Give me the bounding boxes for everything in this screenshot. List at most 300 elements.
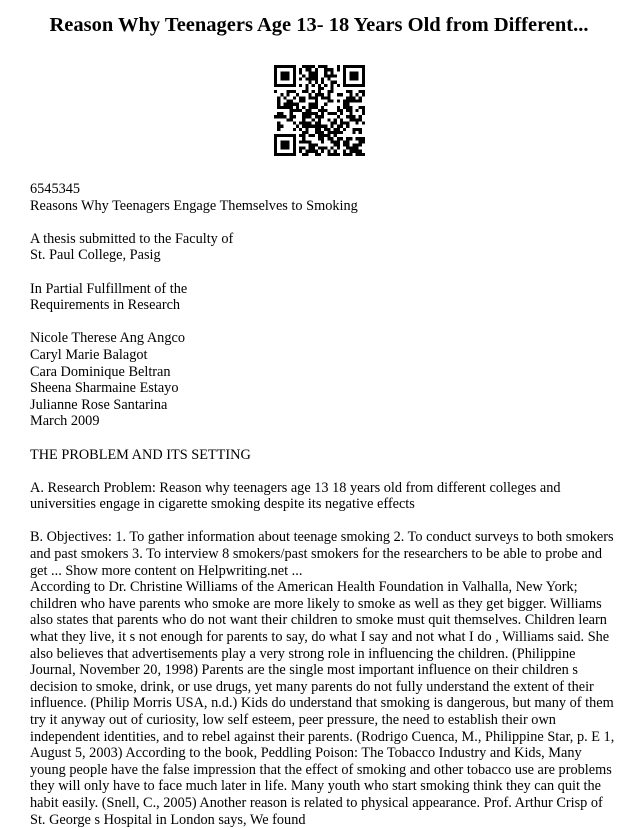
qr-module (283, 65, 286, 68)
qr-module (280, 84, 283, 87)
qr-module (280, 140, 283, 143)
qr-module (343, 74, 346, 77)
qr-module (287, 100, 290, 103)
qr-module (283, 74, 286, 77)
qr-module (334, 121, 337, 124)
qr-module (287, 106, 290, 109)
qr-module (334, 143, 337, 146)
objectives-line: get ... Show more content on Helpwriting.net ... (30, 562, 303, 579)
qr-module (324, 84, 327, 87)
qr-module (305, 65, 308, 68)
body-line: August 5, 2003) According to the book, Peddling Poison: The Tobacco Industry and Kids, Many (30, 745, 582, 762)
qr-module (299, 96, 302, 99)
qr-module (280, 93, 283, 96)
qr-module (293, 137, 296, 140)
qr-module (334, 128, 337, 131)
qr-module (346, 84, 349, 87)
qr-module (349, 109, 352, 112)
qr-module (362, 71, 365, 74)
qr-module (305, 78, 308, 81)
qr-module (337, 125, 340, 128)
qr-module (309, 71, 312, 74)
qr-module (356, 143, 359, 146)
qr-module (290, 90, 293, 93)
qr-module (318, 131, 321, 134)
qr-module (287, 78, 290, 81)
qr-module (352, 150, 355, 153)
author-name: Caryl Marie Balagot (30, 346, 148, 363)
document-id: 6545345 (30, 181, 81, 197)
qr-module (274, 90, 277, 93)
qr-module (290, 100, 293, 103)
qr-module (324, 128, 327, 131)
qr-module (293, 103, 296, 106)
qr-module (346, 137, 349, 140)
qr-module (340, 131, 343, 134)
qr-module (283, 96, 286, 99)
qr-module (346, 109, 349, 112)
body-line: St. George s Hospital in London says, We found (30, 811, 306, 828)
qr-module (312, 90, 315, 93)
qr-module (343, 71, 346, 74)
qr-module (318, 153, 321, 156)
qr-module (312, 150, 315, 153)
body-line: they will only have to face much later in life. Many youth who start smoking think they can quit the (30, 778, 601, 795)
qr-module (359, 118, 362, 121)
qr-module (318, 65, 321, 68)
qr-module (274, 115, 277, 118)
qr-module (312, 118, 315, 121)
qr-module (346, 121, 349, 124)
qr-module (293, 71, 296, 74)
qr-module (280, 106, 283, 109)
qr-module (346, 115, 349, 118)
qr-module (324, 68, 327, 71)
qr-module (346, 147, 349, 150)
qr-module (334, 118, 337, 121)
qr-module (349, 100, 352, 103)
qr-module (359, 65, 362, 68)
fulfillment-line: Requirements in Research (30, 297, 181, 314)
qr-module (359, 143, 362, 146)
qr-module (302, 153, 305, 156)
qr-module (362, 137, 365, 140)
qr-module (318, 84, 321, 87)
qr-module (327, 150, 330, 153)
qr-module (349, 147, 352, 150)
qr-module (305, 109, 308, 112)
qr-module (356, 71, 359, 74)
qr-module (312, 84, 315, 87)
qr-module (359, 96, 362, 99)
qr-module (340, 109, 343, 112)
qr-module (327, 78, 330, 81)
qr-module (346, 100, 349, 103)
qr-module (321, 87, 324, 90)
qr-module (302, 90, 305, 93)
qr-module (349, 96, 352, 99)
qr-module (327, 93, 330, 96)
body-line: try it anyway out of curiosity, low self esteem, peer pressure, the need to establish their own (30, 712, 556, 728)
qr-module (280, 134, 283, 137)
qr-module (349, 118, 352, 121)
qr-module (327, 153, 330, 156)
qr-module (299, 147, 302, 150)
qr-module (293, 134, 296, 137)
body-line: children who have parents who smoke are more likely to smoke as well as they get bigger. Williams (30, 595, 602, 612)
qr-module (293, 150, 296, 153)
qr-module (356, 147, 359, 150)
qr-module (277, 125, 280, 128)
qr-module (330, 137, 333, 140)
qr-module (362, 121, 365, 124)
qr-module (356, 150, 359, 153)
qr-module (287, 140, 290, 143)
objectives-line: and past smokers 3. To interview 8 smokers/past smokers for the researchers to be able to probe and (30, 546, 603, 563)
qr-module (356, 93, 359, 96)
qr-module (290, 118, 293, 121)
qr-module (299, 121, 302, 124)
qr-module (337, 128, 340, 131)
qr-module (290, 103, 293, 106)
qr-module (330, 125, 333, 128)
qr-module (305, 115, 308, 118)
qr-module (283, 140, 286, 143)
qr-module (346, 143, 349, 146)
qr-module (362, 90, 365, 93)
qr-module (280, 112, 283, 115)
author-name: Nicole Therese Ang Angco (30, 330, 185, 347)
qr-module (337, 93, 340, 96)
qr-module (324, 134, 327, 137)
qr-module (309, 109, 312, 112)
qr-module (274, 74, 277, 77)
qr-module (299, 68, 302, 71)
qr-module (293, 81, 296, 84)
qr-module (309, 140, 312, 143)
qr-module (318, 115, 321, 118)
qr-module (312, 74, 315, 77)
qr-module (277, 65, 280, 68)
qr-module (283, 143, 286, 146)
qr-module (283, 78, 286, 81)
qr-module (330, 147, 333, 150)
qr-module (305, 128, 308, 131)
qr-module (309, 112, 312, 115)
qr-module (280, 147, 283, 150)
qr-module (315, 143, 318, 146)
qr-module (309, 96, 312, 99)
research-problem-line: universities engage in cigarette smoking despite its negative effects (30, 496, 415, 513)
qr-module (362, 68, 365, 71)
qr-module (277, 115, 280, 118)
qr-module (290, 153, 293, 156)
qr-module (334, 134, 337, 137)
qr-module (287, 93, 290, 96)
qr-module (327, 68, 330, 71)
qr-module (277, 134, 280, 137)
qr-module (352, 96, 355, 99)
qr-module (324, 147, 327, 150)
qr-module (312, 71, 315, 74)
qr-module (296, 106, 299, 109)
qr-module (324, 71, 327, 74)
qr-module (330, 68, 333, 71)
qr-module (337, 68, 340, 71)
qr-module (293, 78, 296, 81)
qr-module (274, 68, 277, 71)
qr-module (274, 147, 277, 150)
body-line: decision to smoke, drink, or use drugs, yet many parents do not fully understand the extent of their (30, 678, 594, 695)
qr-module (305, 84, 308, 87)
qr-module (309, 74, 312, 77)
qr-module (299, 71, 302, 74)
qr-module (337, 153, 340, 156)
qr-module (274, 150, 277, 153)
submission-line: A thesis submitted to the Faculty of (30, 230, 234, 247)
qr-module (283, 147, 286, 150)
document-subtitle: Reasons Why Teenagers Engage Themselves to Smoking (30, 197, 358, 214)
qr-module (315, 125, 318, 128)
qr-module (321, 131, 324, 134)
qr-module (356, 118, 359, 121)
qr-module (283, 106, 286, 109)
qr-module (302, 100, 305, 103)
qr-module (299, 140, 302, 143)
qr-module (312, 147, 315, 150)
qr-module (321, 96, 324, 99)
qr-module (277, 153, 280, 156)
qr-module (330, 90, 333, 93)
qr-module (362, 65, 365, 68)
qr-module (309, 147, 312, 150)
qr-module (330, 112, 333, 115)
qr-module (296, 93, 299, 96)
qr-module (293, 143, 296, 146)
qr-module (290, 106, 293, 109)
qr-module (321, 109, 324, 112)
qr-module (334, 153, 337, 156)
qr-module (343, 84, 346, 87)
qr-module (274, 153, 277, 156)
qr-module (343, 121, 346, 124)
qr-module (305, 112, 308, 115)
qr-module (315, 150, 318, 153)
qr-module (312, 103, 315, 106)
qr-module (352, 65, 355, 68)
qr-module (352, 147, 355, 150)
body-line: Journal, November 20, 1998) Parents are the single most important influence on their children s (30, 662, 578, 679)
qr-module (309, 81, 312, 84)
qr-module (349, 137, 352, 140)
qr-module (359, 153, 362, 156)
qr-module (343, 68, 346, 71)
qr-module (302, 121, 305, 124)
qr-module (290, 84, 293, 87)
qr-module (287, 74, 290, 77)
qr-module (315, 78, 318, 81)
qr-module (309, 106, 312, 109)
qr-module (302, 134, 305, 137)
qr-module (277, 96, 280, 99)
qr-module (299, 84, 302, 87)
qr-module (327, 137, 330, 140)
qr-module (356, 84, 359, 87)
objectives-line: B. Objectives: 1. To gather information about teenage smoking 2. To conduct surveys to both smokers (30, 529, 614, 546)
qr-module (327, 128, 330, 131)
qr-module (324, 74, 327, 77)
qr-module (327, 74, 330, 77)
qr-module (324, 96, 327, 99)
qr-module (352, 78, 355, 81)
qr-module (315, 100, 318, 103)
qr-module (327, 131, 330, 134)
qr-module (293, 65, 296, 68)
qr-module (349, 71, 352, 74)
qr-module (305, 121, 308, 124)
qr-module (337, 100, 340, 103)
qr-module (334, 140, 337, 143)
qr-module (362, 153, 365, 156)
qr-module (277, 103, 280, 106)
qr-module (324, 103, 327, 106)
qr-module (349, 78, 352, 81)
qr-module (302, 96, 305, 99)
qr-module (362, 112, 365, 115)
qr-module (337, 137, 340, 140)
qr-module (356, 65, 359, 68)
qr-module (290, 109, 293, 112)
body-line: what they live, it s not enough for parents to say, do what I say and not what I do , Williams said. She (30, 629, 610, 646)
qr-module (296, 125, 299, 128)
qr-module (321, 65, 324, 68)
qr-module (330, 71, 333, 74)
qr-module (321, 115, 324, 118)
qr-module (305, 140, 308, 143)
qr-module (283, 71, 286, 74)
qr-module (309, 121, 312, 124)
qr-module (309, 125, 312, 128)
qr-module (352, 115, 355, 118)
qr-module (302, 112, 305, 115)
qr-module (312, 125, 315, 128)
qr-module (327, 118, 330, 121)
qr-module (296, 109, 299, 112)
qr-module (343, 150, 346, 153)
qr-module (287, 90, 290, 93)
qr-module (287, 147, 290, 150)
qr-module (312, 106, 315, 109)
qr-module (302, 65, 305, 68)
qr-module (305, 131, 308, 134)
qr-module (315, 96, 318, 99)
qr-module (305, 153, 308, 156)
qr-module (287, 84, 290, 87)
qr-module (315, 128, 318, 131)
qr-module (274, 137, 277, 140)
qr-module (346, 153, 349, 156)
qr-module (309, 78, 312, 81)
qr-module (283, 115, 286, 118)
qr-module (349, 150, 352, 153)
qr-module (299, 128, 302, 131)
qr-module (356, 121, 359, 124)
qr-module (287, 118, 290, 121)
qr-module (287, 103, 290, 106)
qr-module (293, 90, 296, 93)
qr-module (337, 131, 340, 134)
qr-module (302, 125, 305, 128)
qr-module (274, 71, 277, 74)
body-line: young people have the false impression that the effect of smoking and other tobacco use are problems (30, 761, 612, 778)
qr-module (315, 81, 318, 84)
qr-module (280, 153, 283, 156)
qr-module (321, 147, 324, 150)
qr-module (343, 128, 346, 131)
qr-module (315, 68, 318, 71)
qr-module (334, 150, 337, 153)
qr-module (349, 65, 352, 68)
qr-module (321, 106, 324, 109)
qr-module (290, 134, 293, 137)
qr-module (293, 121, 296, 124)
qr-module (343, 140, 346, 143)
qr-module (277, 84, 280, 87)
qr-module (359, 106, 362, 109)
qr-module (290, 115, 293, 118)
qr-module (362, 140, 365, 143)
qr-module (346, 103, 349, 106)
qr-module (330, 140, 333, 143)
qr-module (287, 153, 290, 156)
qr-module (309, 103, 312, 106)
qr-code-graphic (274, 65, 365, 156)
qr-module (309, 150, 312, 153)
qr-module (312, 78, 315, 81)
qr-module (277, 128, 280, 131)
qr-module (330, 74, 333, 77)
body-line: also believes that advertisements play a very strong role in influencing the children. (Philippine (30, 645, 576, 662)
qr-module (299, 109, 302, 112)
qr-module (315, 131, 318, 134)
qr-module (315, 106, 318, 109)
qr-module (352, 118, 355, 121)
qr-module (302, 131, 305, 134)
qr-module (340, 125, 343, 128)
qr-module (290, 112, 293, 115)
qr-module (343, 81, 346, 84)
body-line: independent identities, and to rebel against their parents. (Rodrigo Cuenca, M., Philippine Star, p. E 1, (30, 728, 615, 745)
qr-module (321, 93, 324, 96)
qr-module (283, 153, 286, 156)
qr-module (293, 153, 296, 156)
qr-module (349, 153, 352, 156)
qr-module (318, 118, 321, 121)
fulfillment-line: In Partial Fulfillment of the (30, 280, 188, 297)
qr-module (359, 128, 362, 131)
qr-module (312, 65, 315, 68)
qr-module (293, 96, 296, 99)
qr-module (321, 140, 324, 143)
qr-module (309, 143, 312, 146)
qr-module (274, 65, 277, 68)
qr-module (359, 150, 362, 153)
qr-module (293, 140, 296, 143)
qr-module (352, 128, 355, 131)
qr-module (315, 93, 318, 96)
qr-module (362, 93, 365, 96)
qr-module (330, 84, 333, 87)
